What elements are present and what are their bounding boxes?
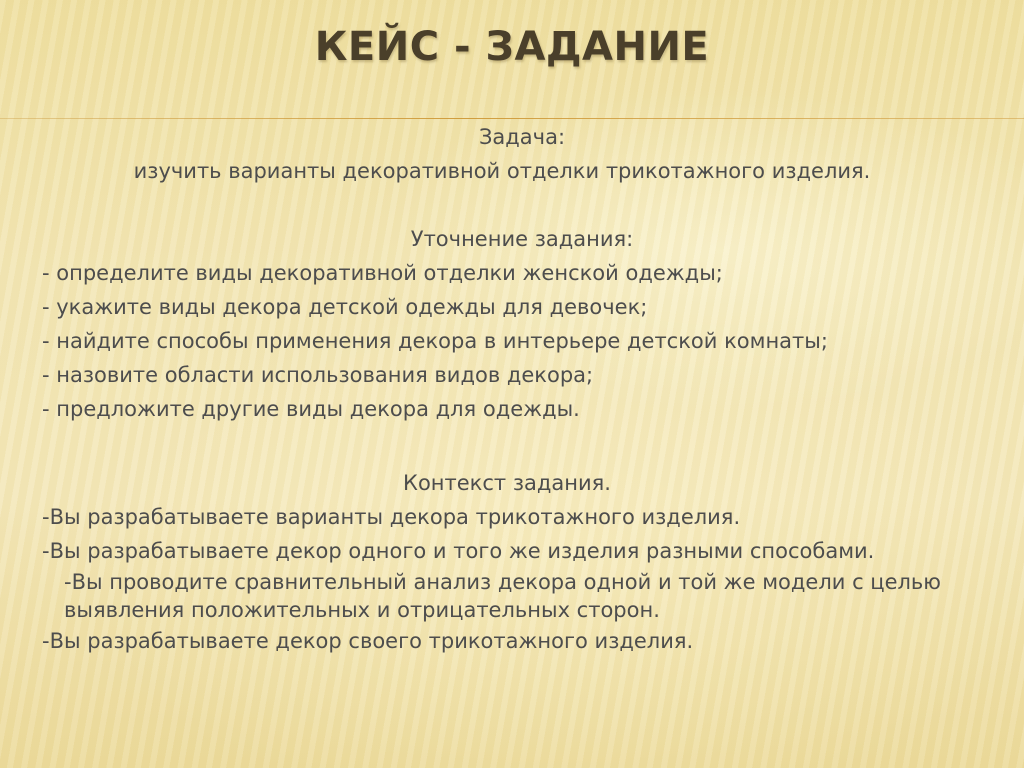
context-item-1: -Вы разрабатываете варианты декора трикотажного изделия. bbox=[42, 505, 741, 529]
context-item-3: -Вы проводите сравнительный анализ декора одной и той же модели с целью выявления положительных и отрицательных сторон. bbox=[64, 570, 941, 622]
context-list bbox=[0, 500, 1024, 658]
spacer bbox=[0, 188, 1024, 222]
clarification-item-2: - укажите виды декора детской одежды для девочек; bbox=[42, 295, 648, 319]
clarification-item-4: - назовите области использования видов декора; bbox=[42, 363, 594, 387]
task-text: изучить варианты декоративной отделки трикотажного изделия. bbox=[133, 159, 871, 183]
clarification-item-5: - предложите другие виды декора для одежды. bbox=[42, 397, 580, 421]
context-heading: Контекст задания. bbox=[403, 471, 611, 495]
clarification-heading: Уточнение задания: bbox=[410, 227, 634, 251]
clarification-item-1: - определите виды декоративной отделки женской одежды; bbox=[42, 261, 723, 285]
context-item-2: -Вы разрабатываете декор одного и того же изделия разными способами. bbox=[42, 539, 875, 563]
slide-title: КЕЙС - ЗАДАНИЕ bbox=[314, 24, 710, 70]
slide-content bbox=[0, 120, 1024, 658]
spacer bbox=[0, 426, 1024, 466]
task-heading: Задача: bbox=[478, 125, 566, 149]
clarification-item-3: - найдите способы применения декора в интерьере детской комнаты; bbox=[42, 329, 828, 353]
title-divider bbox=[0, 118, 1024, 119]
clarification-list bbox=[0, 256, 1024, 426]
context-item-4: -Вы разрабатываете декор своего трикотажного изделия. bbox=[42, 629, 694, 653]
